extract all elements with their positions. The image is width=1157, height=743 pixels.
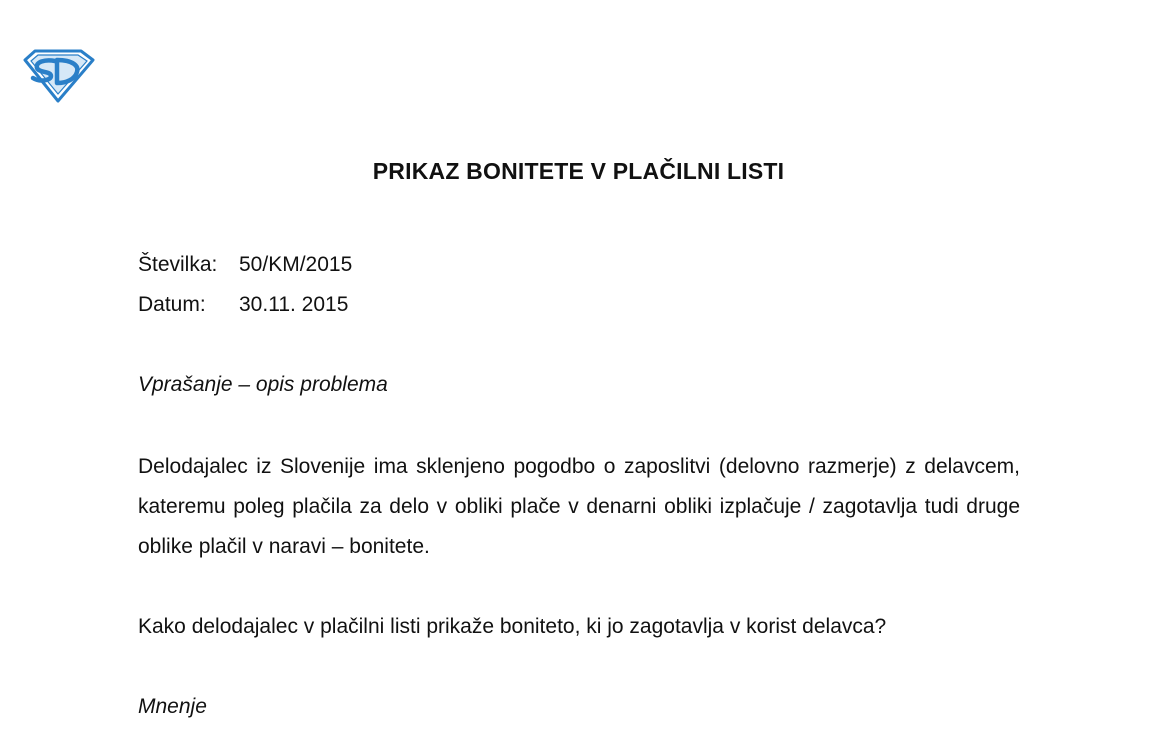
document-date-value: 30.11. 2015 xyxy=(239,293,349,316)
document-number-label: Številka: xyxy=(138,253,218,276)
document-title: PRIKAZ BONITETE V PLAČILNI LISTI xyxy=(372,158,785,184)
question-heading: Vprašanje – opis problema xyxy=(138,373,388,396)
opinion-heading: Mnenje xyxy=(138,695,207,718)
sd-logo-icon xyxy=(21,48,95,104)
document-date-label: Datum: xyxy=(138,293,206,316)
document-number-row xyxy=(138,253,352,277)
problem-description-paragraph: Delodajalec iz Slovenije ima sklenjeno pogodbo o zaposlitvi (delovno razmerje) z delavcem, kateremu poleg plačila za delo v obliki plače v denarni obliki izplačuje / zagotavlja tudi druge oblike plačil v naravi – bonitete. xyxy=(138,455,1020,558)
document-number-value: 50/KM/2015 xyxy=(239,253,353,276)
document-date-row xyxy=(138,293,348,317)
question-paragraph: Kako delodajalec v plačilni listi prikaže boniteto, ki jo zagotavlja v korist delavca? xyxy=(138,615,887,638)
